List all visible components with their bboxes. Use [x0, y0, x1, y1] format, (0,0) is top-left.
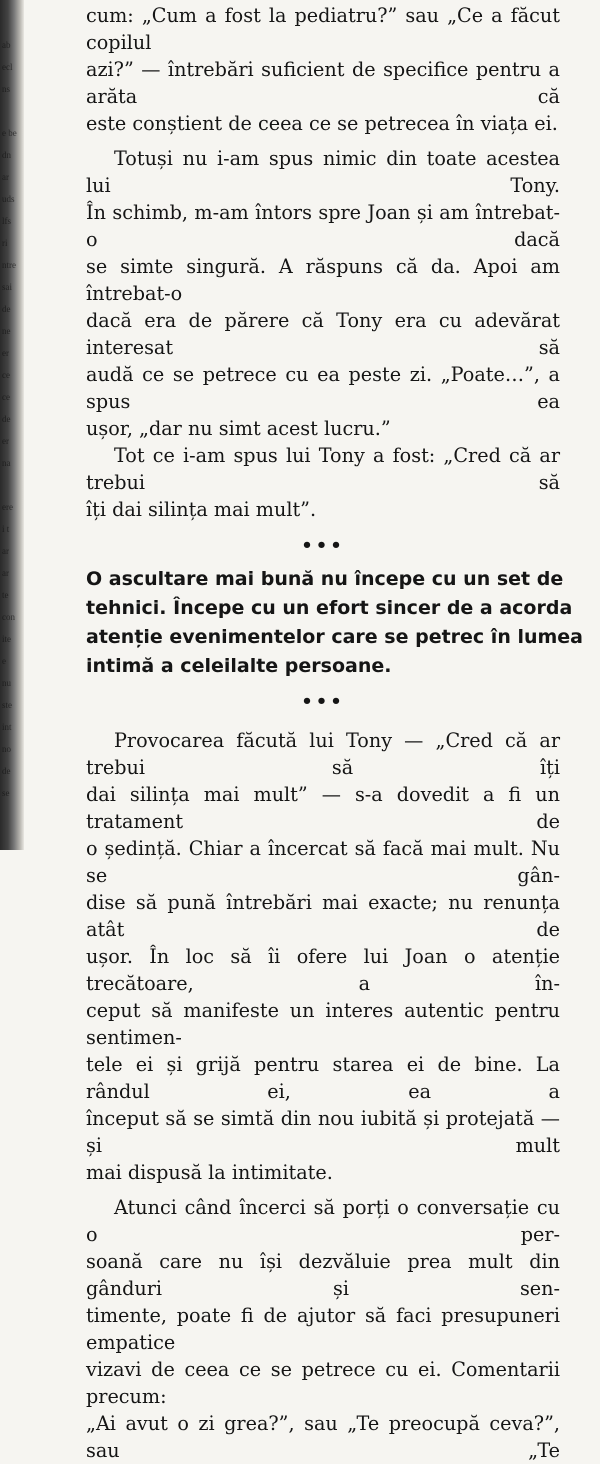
text-line: se simte singură. A răspuns că da. Apoi am întrebat-o — [86, 255, 560, 305]
text-line: Tot ce i-am spus lui Tony a fost: „Cred că ar trebui să — [86, 444, 560, 494]
facing-page-fragment: na — [2, 458, 11, 468]
facing-page-fragment: con — [2, 612, 15, 622]
facing-page-fragment: ce — [2, 392, 10, 402]
pull-quote-line: O ascultare mai bună nu începe cu un set de — [86, 568, 564, 590]
paragraph-1 — [86, 2, 560, 137]
facing-page-fragment: ere — [2, 502, 13, 512]
facing-page-fragment: ne — [2, 326, 11, 336]
section-separator: ••• — [301, 691, 345, 712]
facing-page-fragment: ab — [2, 40, 11, 50]
facing-page-fragment: te — [2, 590, 9, 600]
facing-page-fragment: ecl — [2, 62, 13, 72]
text-line: „Ai avut o zi grea?”, sau „Te preocupă ceva?”, sau „Te — [86, 1412, 560, 1462]
facing-page-fragment: nu — [2, 678, 11, 688]
book-page — [86, 0, 584, 1464]
text-line: tele ei și grijă pentru starea ei de bine. La rândul ei, ea a — [86, 1053, 560, 1103]
facing-page-fragment: uds — [2, 194, 15, 204]
text-line: Provocarea făcută lui Tony — „Cred că ar trebui să îți — [86, 729, 560, 779]
facing-page-fragment: de — [2, 766, 11, 776]
facing-page-fragment: i t — [2, 524, 10, 534]
text-line: dise să pună întrebări mai exacte; nu renunța atât de — [86, 891, 560, 941]
section-separator: ••• — [301, 535, 345, 556]
facing-page-fragment: ite — [2, 634, 11, 644]
facing-page-fragment: ntre — [2, 260, 16, 270]
text-line: început să se simtă din nou iubită și protejată — și mult — [86, 1107, 560, 1157]
facing-page-fragment: ri — [2, 238, 8, 248]
pull-quote-line: tehnici. Începe cu un efort sincer de a acorda — [86, 597, 573, 619]
facing-page-fragment: er — [2, 348, 9, 358]
pull-quote-line: atenție evenimentelor care se petrec în lumea — [86, 626, 584, 648]
text-line: ușor. În loc să îi ofere lui Joan o atenție trecătoare, a în- — [86, 945, 560, 995]
pull-quote-line: intimă a celeilalte persoane. — [86, 655, 392, 677]
text-line: soană care nu își dezvăluie prea mult din gânduri și sen- — [86, 1250, 560, 1300]
facing-page-fragment: e — [2, 656, 6, 666]
facing-page-fragment: lfs — [2, 216, 11, 226]
text-line: ceput să manifeste un interes autentic pentru sentimen- — [86, 999, 560, 1049]
pull-quote — [86, 565, 584, 681]
paragraph-3 — [86, 442, 560, 523]
text-line: mai dispusă la intimitate. — [86, 1161, 333, 1184]
facing-page-fragment: ar — [2, 172, 9, 182]
facing-page-fragment: dn — [2, 150, 11, 160]
facing-page-edge — [0, 0, 24, 850]
facing-page-fragment: sai — [2, 282, 12, 292]
facing-page-fragment: de — [2, 304, 11, 314]
text-line: cum: „Cum a fost la pediatru?” sau „Ce a făcut copilul — [86, 4, 560, 54]
text-line: dacă era de părere că Tony era cu adevărat interesat să — [86, 309, 560, 359]
text-line: vizavi de ceea ce se petrece cu ei. Comentarii precum: — [86, 1358, 560, 1408]
facing-page-fragment: ar — [2, 546, 9, 556]
facing-page-fragment: se — [2, 788, 10, 798]
paragraph-5 — [86, 1194, 560, 1464]
facing-page-fragment: de — [2, 414, 11, 424]
paragraph-2 — [86, 145, 560, 442]
facing-page-fragment: ce — [2, 370, 10, 380]
text-line: dai silința mai mult” — s-a dovedit a fi un tratament de — [86, 783, 560, 833]
facing-page-fragment: er — [2, 436, 9, 446]
text-line: audă ce se petrece cu ea peste zi. „Poate…”, a spus ea — [86, 363, 560, 413]
text-line: azi?” — întrebări suficient de specifice pentru a arăta că — [86, 58, 560, 108]
text-line: timente, poate fi de ajutor să faci presupuneri empatice — [86, 1304, 560, 1354]
facing-page-fragment: ste — [2, 700, 12, 710]
text-line: ușor, „dar nu simt acest lucru.” — [86, 417, 391, 440]
text-line: În schimb, m-am întors spre Joan și am întrebat-o dacă — [86, 201, 560, 251]
text-line: îți dai silința mai mult”. — [86, 498, 317, 521]
facing-page-fragment: ar — [2, 568, 9, 578]
text-line: Totuși nu i-am spus nimic din toate acestea lui Tony. — [86, 147, 560, 197]
facing-page-fragment: ns — [2, 84, 11, 94]
text-line: Atunci când încerci să porți o conversație cu o per- — [86, 1196, 560, 1246]
facing-page-fragment: int — [2, 722, 12, 732]
text-line: o ședință. Chiar a încercat să facă mai mult. Nu se gân- — [86, 837, 560, 887]
paragraph-4 — [86, 727, 560, 1186]
facing-page-fragment: e be — [2, 128, 17, 138]
text-line: este conștient de ceea ce se petrecea în viața ei. — [86, 112, 558, 135]
facing-page-fragment: no — [2, 744, 11, 754]
